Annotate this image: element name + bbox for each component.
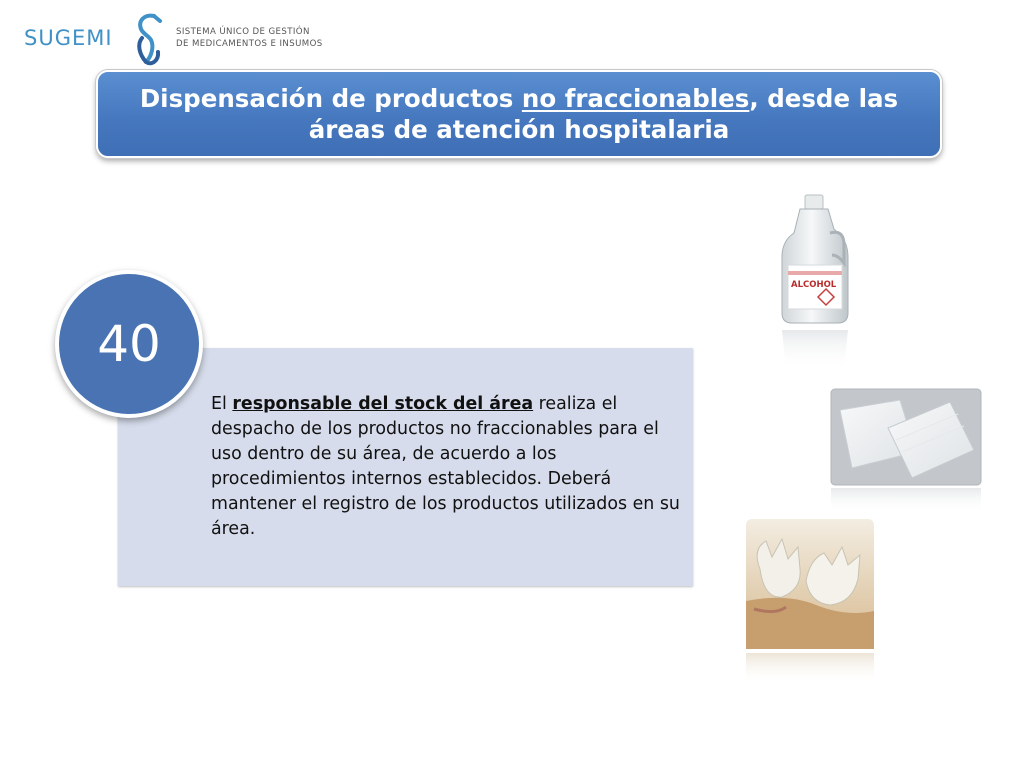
page-title (129, 83, 909, 145)
alcohol-bottle-image (738, 185, 888, 370)
logo-symbol-icon (132, 12, 164, 66)
title-banner (96, 70, 942, 158)
logo-subtitle-line1: SISTEMA ÚNICO DE GESTIÓN (176, 27, 310, 37)
logo-subtitle-line2: DE MEDICAMENTOS E INSUMOS (176, 39, 323, 49)
sugemi-logo (24, 12, 344, 68)
title-underlined-text: no fraccionables (521, 84, 750, 113)
title-text-start: Dispensación de productos (139, 84, 522, 113)
title-text-end: , desde las áreas de atención hospitalaria (308, 84, 899, 144)
body-text-highlight: responsable del stock del área (232, 394, 534, 414)
logo-subtitle (176, 26, 323, 50)
logo-wordmark: SUGEMI (24, 26, 113, 50)
body-text-start: El (211, 394, 233, 414)
gauze-pads-image (830, 388, 982, 513)
body-text-end: realiza el despacho de los productos no fraccionables para el uso dentro de su área, de acuerdo a los procedimientos internos establecidos. Deberá mantener el registro de los productos utilizados en su área. (211, 394, 680, 539)
bottle-label-text: ALCOHOL (791, 280, 837, 290)
slide-number-badge: 40 (55, 270, 203, 418)
gloved-hands-image (746, 519, 874, 684)
body-text (211, 392, 681, 542)
